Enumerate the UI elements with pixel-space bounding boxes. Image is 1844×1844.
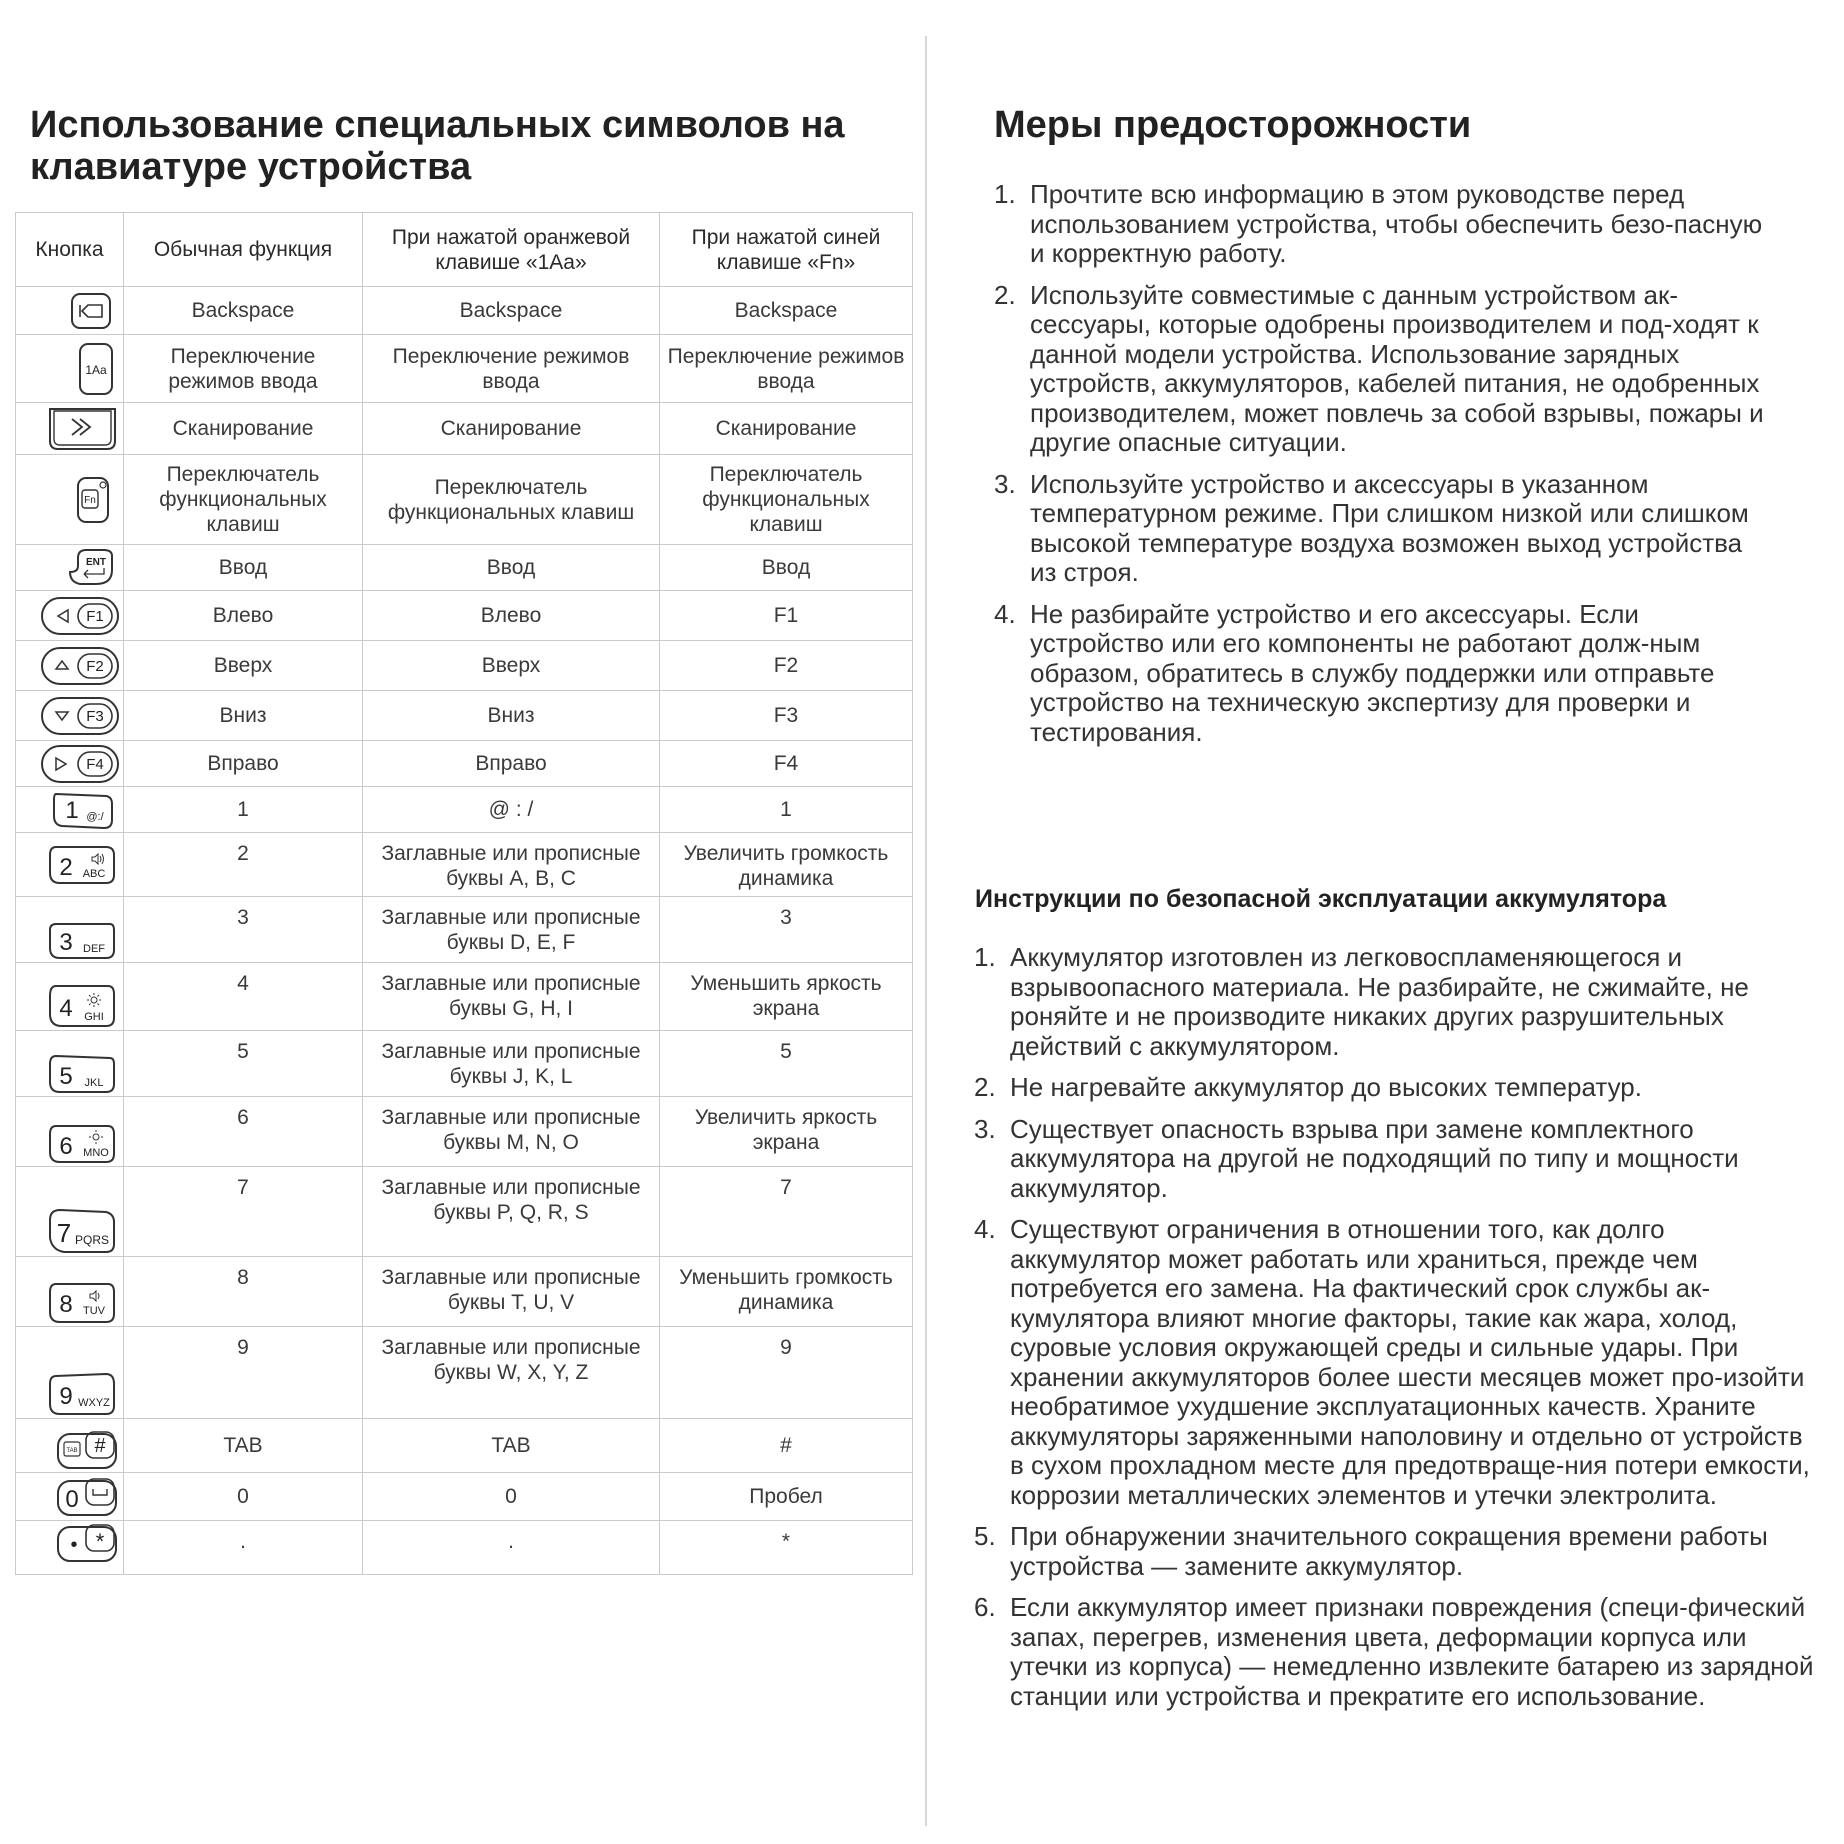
svg-text:5: 5 (58, 1063, 73, 1090)
table-row (16, 287, 913, 335)
table-row (16, 1327, 913, 1419)
orange-cell: Сканирование (363, 403, 660, 455)
blue-cell: F4 (660, 741, 913, 787)
svg-text:4: 4 (58, 995, 73, 1022)
svg-text:#: # (93, 1435, 106, 1457)
enter-key-icon (20, 546, 120, 590)
list-item: 4. Не разбирайте устройство и его аксессуары. Если устройство или его компоненты не работают долж-ным образом, обратитесь в службу поддержки или отправьте устройство на техническую экспертизу для проверки и тестирования. (994, 598, 1715, 747)
blue-cell: Увеличить громкость динамика (660, 833, 913, 897)
normal-cell: Переключатель функциональных клавиш (124, 455, 363, 545)
svg-text:WXYZ: WXYZ (77, 1397, 110, 1409)
svg-text:GHI: GHI (83, 1011, 104, 1023)
input-mode-key-icon (20, 338, 120, 400)
table-row (16, 1257, 913, 1327)
orange-cell: Заглавные или прописные буквы T, U, V (363, 1257, 660, 1327)
table-row (16, 455, 913, 545)
orange-cell: Заглавные или прописные буквы J, K, L (363, 1031, 660, 1097)
blue-cell: 9 (660, 1327, 913, 1419)
header-key: Кнопка (16, 213, 124, 287)
table-header-row (16, 213, 913, 287)
tab-hash-key-icon (20, 1428, 120, 1472)
svg-text:1: 1 (64, 796, 79, 824)
key-0-icon (20, 1475, 120, 1519)
svg-text:0: 0 (64, 1485, 79, 1513)
svg-text:PQRS: PQRS (74, 1233, 109, 1247)
orange-cell: Переключение режимов ввода (363, 335, 660, 403)
table-row (16, 833, 913, 897)
svg-text:6: 6 (58, 1133, 73, 1160)
table-row (16, 641, 913, 691)
normal-cell: Влево (124, 591, 363, 641)
page-divider (925, 36, 927, 1826)
table-row (16, 403, 913, 455)
list-item: 2. Не нагревайте аккумулятор до высоких температур. (974, 1072, 1642, 1102)
key-function-table (15, 212, 913, 1575)
blue-cell: Ввод (660, 545, 913, 591)
table-row (16, 1419, 913, 1473)
blue-cell: Сканирование (660, 403, 913, 455)
table-row (16, 691, 913, 741)
normal-cell: 4 (124, 963, 363, 1031)
header-orange: При нажатой оранжевой клавише «1Aa» (363, 213, 660, 287)
key-4-icon (20, 982, 120, 1030)
table-row (16, 963, 913, 1031)
svg-text:ENT: ENT (85, 556, 106, 568)
table-row (16, 1097, 913, 1167)
battery-instructions-list (974, 943, 1820, 1723)
table-row (16, 1167, 913, 1257)
table-row (16, 1521, 913, 1575)
blue-cell: 1 (660, 787, 913, 833)
blue-cell: Уменьшить громкость динамика (660, 1257, 913, 1327)
svg-text:•: • (69, 1534, 78, 1556)
svg-text:Fn: Fn (83, 494, 96, 506)
blue-cell: * (660, 1521, 913, 1575)
fn-key-icon (20, 458, 120, 542)
orange-cell: Заглавные или прописные буквы P, Q, R, S (363, 1167, 660, 1257)
table-row (16, 545, 913, 591)
svg-text:F1: F1 (85, 607, 104, 625)
list-item: 1. Прочтите всю информацию в этом руководстве перед использованием устройства, чтобы обеспечить безо-пасную и корректную работу. (994, 179, 1763, 268)
list-item: 6. Если аккумулятор имеет признаки повреждения (специ-фический запах, перегрев, изменения цвета, деформации корпуса или утечки из корпуса) — немедленно извлеките батарею из зарядной станции или устройства и прекратите его использование. (974, 1592, 1814, 1711)
normal-cell: . (124, 1521, 363, 1575)
key-3-icon (20, 918, 120, 962)
svg-text:ABC: ABC (82, 867, 105, 880)
key-7-icon (20, 1206, 120, 1256)
normal-cell: 5 (124, 1031, 363, 1097)
orange-cell: Заглавные или прописные буквы G, H, I (363, 963, 660, 1031)
key-6-icon (20, 1122, 120, 1166)
blue-cell: Переключение режимов ввода (660, 335, 913, 403)
blue-cell: Backspace (660, 287, 913, 335)
svg-text:DEF: DEF (82, 943, 105, 955)
orange-cell: 0 (363, 1473, 660, 1521)
blue-cell: 7 (660, 1167, 913, 1257)
normal-cell: Вверх (124, 641, 363, 691)
normal-cell: Ввод (124, 545, 363, 591)
orange-cell: Вправо (363, 741, 660, 787)
orange-cell: Вверх (363, 641, 660, 691)
battery-section-title: Инструкции по безопасной эксплуатации аккумулятора (975, 885, 1667, 913)
orange-cell: . (363, 1521, 660, 1575)
svg-text:TUV: TUV (82, 1305, 105, 1317)
list-item: 3. Используйте устройство и аксессуары в указанном температурном режиме. При слишком низкой или слишком высокой температуре воздуха возможен выход устройства из строя. (994, 468, 1749, 587)
svg-text:F2: F2 (85, 657, 104, 675)
scan-key-icon (20, 405, 120, 453)
orange-cell: Заглавные или прописные буквы D, E, F (363, 897, 660, 963)
blue-cell: # (660, 1419, 913, 1473)
normal-cell: 8 (124, 1257, 363, 1327)
table-row (16, 897, 913, 963)
normal-cell: Сканирование (124, 403, 363, 455)
orange-cell: Backspace (363, 287, 660, 335)
list-item: 1. Аккумулятор изготовлен из легковоспламеняющегося и взрывоопасного материала. Не разбирайте, не сжимайте, не роняйте и не производите никаких других разрушительных действий с аккумулятором. (974, 942, 1749, 1061)
blue-cell: Уменьшить яркость экрана (660, 963, 913, 1031)
blue-cell: 3 (660, 897, 913, 963)
key-1-icon (20, 788, 120, 832)
right-f4-key-icon (20, 743, 120, 785)
table-row (16, 591, 913, 641)
down-f3-key-icon (20, 694, 120, 738)
svg-text:1Aa: 1Aa (84, 362, 107, 377)
svg-text:*: * (95, 1529, 104, 1554)
list-item: 4. Существуют ограничения в отношении того, как долго аккумулятор может работать или храниться, прежде чем потребуется его замена. На фактический срок службы ак-кумулятора влияют многие факторы, такие как жара, холод, суровые условия окружающей среды и сильные удары. При хранении аккумуляторов более шести месяцев может про-изойти необратимое ухудшение эксплуатационных качеств. Храните аккумуляторы заряженными наполовину и отдельно от устройств в сухом прохладном месте для предотвраще-ния потери емкости, коррозии металлических элементов и утечки электролита. (974, 1214, 1810, 1510)
key-2-icon (20, 843, 120, 887)
blue-cell: F3 (660, 691, 913, 741)
header-blue: При нажатой синей клавише «Fn» (660, 213, 913, 287)
blue-cell: Пробел (660, 1473, 913, 1521)
precautions-list (994, 180, 1774, 759)
orange-cell: Влево (363, 591, 660, 641)
svg-text:F4: F4 (85, 755, 104, 773)
normal-cell: TAB (124, 1419, 363, 1473)
orange-cell: Ввод (363, 545, 660, 591)
svg-text:2: 2 (58, 853, 73, 881)
orange-cell: Переключатель функциональных клавиш (363, 455, 660, 545)
normal-cell: 3 (124, 897, 363, 963)
svg-text:9: 9 (58, 1383, 73, 1410)
table-row (16, 787, 913, 833)
blue-cell: Увеличить яркость экрана (660, 1097, 913, 1167)
up-f2-key-icon (20, 644, 120, 688)
normal-cell: 1 (124, 787, 363, 833)
normal-cell: 7 (124, 1167, 363, 1257)
orange-cell: Заглавные или прописные буквы W, X, Y, Z (363, 1327, 660, 1419)
blue-cell: 5 (660, 1031, 913, 1097)
svg-text:3: 3 (58, 929, 73, 956)
normal-cell: Backspace (124, 287, 363, 335)
table-row (16, 741, 913, 787)
list-item: 5. При обнаружении значительного сокращения времени работы устройства — замените аккумулятор. (974, 1521, 1768, 1581)
orange-cell: Заглавные или прописные буквы A, B, C (363, 833, 660, 897)
svg-text:7: 7 (56, 1218, 71, 1248)
svg-text:MNO: MNO (82, 1147, 109, 1159)
key-9-icon (20, 1372, 120, 1418)
svg-text:8: 8 (58, 1291, 73, 1318)
normal-cell: 0 (124, 1473, 363, 1521)
normal-cell: Вправо (124, 741, 363, 787)
normal-cell: 9 (124, 1327, 363, 1419)
precautions-title: Меры предосторожности (994, 104, 1472, 146)
list-item: 2. Используйте совместимые с данным устройством ак-сессуары, которые одобрены производителем и под-ходят к данной модели устройства. Использование зарядных устройств, аккумуляторов, кабелей питания, не одобренных производителем, может повлечь за собой взрывы, пожары и другие опасные ситуации. (994, 279, 1764, 457)
svg-text:@:/: @:/ (85, 810, 104, 823)
backspace-key-icon (20, 289, 120, 333)
orange-cell: TAB (363, 1419, 660, 1473)
svg-text:TAB: TAB (65, 1448, 78, 1454)
blue-cell: F1 (660, 591, 913, 641)
table-row (16, 1473, 913, 1521)
list-item: 3. Существует опасность взрыва при замене комплектного аккумулятора на другой не подходящий по типу и мощности аккумулятор. (974, 1113, 1739, 1203)
left-page-title: Использование специальных символов на клавиатуре устройства (30, 104, 845, 188)
orange-cell: Вниз (363, 691, 660, 741)
table-row (16, 1031, 913, 1097)
blue-cell: F2 (660, 641, 913, 691)
svg-text:JKL: JKL (84, 1077, 103, 1089)
normal-cell: 6 (124, 1097, 363, 1167)
normal-cell: Вниз (124, 691, 363, 741)
orange-cell: Заглавные или прописные буквы M, N, O (363, 1097, 660, 1167)
normal-cell: 2 (124, 833, 363, 897)
key-5-icon (20, 1052, 120, 1096)
svg-text:F3: F3 (85, 707, 104, 725)
dot-star-key-icon (20, 1521, 120, 1565)
left-f1-key-icon (20, 594, 120, 638)
normal-cell: Переключение режимов ввода (124, 335, 363, 403)
orange-cell: @ : / (363, 787, 660, 833)
table-row (16, 335, 913, 403)
key-8-icon (20, 1280, 120, 1326)
blue-cell: Переключатель функциональных клавиш (660, 455, 913, 545)
header-normal: Обычная функция (124, 213, 363, 287)
